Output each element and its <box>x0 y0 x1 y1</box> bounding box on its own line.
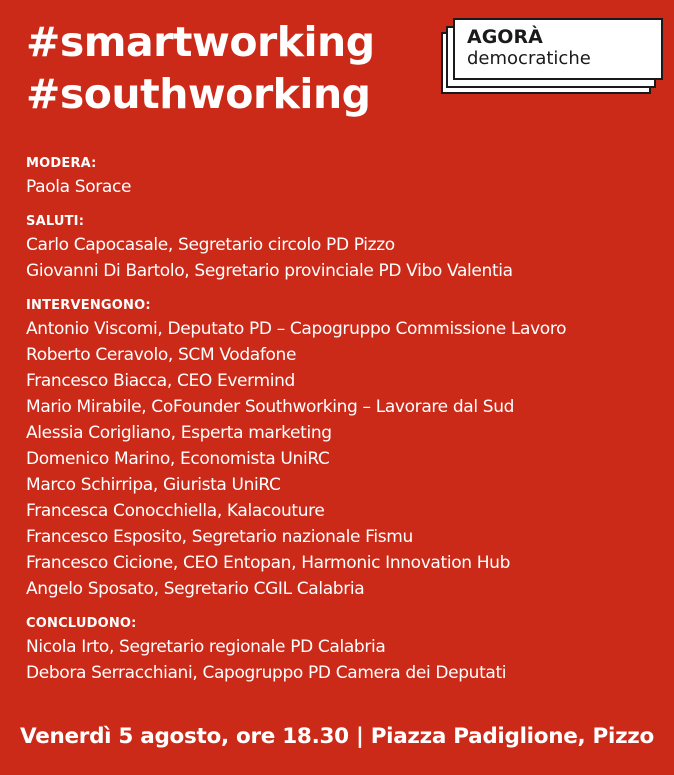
section-label: MODERA: <box>26 156 97 171</box>
logo-card <box>453 18 663 80</box>
section-modera <box>26 156 666 200</box>
speaker-line: Giovanni Di Bartolo, Segretario provinciale PD Vibo Valentia <box>26 261 513 281</box>
speaker-line: Domenico Marino, Economista UniRC <box>26 449 330 469</box>
speaker-line: Roberto Ceravolo, SCM Vodafone <box>26 345 297 365</box>
hashtag-smartworking: #smartworking <box>26 18 375 66</box>
section-concludono <box>26 616 666 686</box>
speaker-line: Francesco Esposito, Segretario nazionale Fismu <box>26 527 413 547</box>
speaker-line: Francesca Conocchiella, Kalacouture <box>26 501 325 521</box>
speaker-line: Carlo Capocasale, Segretario circolo PD Pizzo <box>26 235 395 255</box>
event-date-location: Venerdì 5 agosto, ore 18.30 | Piazza Padiglione, Pizzo <box>20 724 654 749</box>
logo-subtitle: democratiche <box>467 48 591 69</box>
hashtag-title <box>26 16 375 120</box>
speaker-line: Paola Sorace <box>26 177 132 197</box>
agora-democratiche-logo <box>441 18 663 96</box>
speaker-line: Mario Mirabile, CoFounder Southworking – Lavorare dal Sud <box>26 397 515 417</box>
section-label: CONCLUDONO: <box>26 616 137 631</box>
speaker-line: Alessia Corigliano, Esperta marketing <box>26 423 332 443</box>
speaker-line: Francesco Cicione, CEO Entopan, Harmonic Innovation Hub <box>26 553 511 573</box>
section-label: INTERVENGONO: <box>26 298 151 313</box>
speaker-line: Nicola Irto, Segretario regionale PD Calabria <box>26 637 386 657</box>
hashtag-southworking: #southworking <box>26 70 371 118</box>
program <box>26 156 666 700</box>
speaker-line: Marco Schirripa, Giurista UniRC <box>26 475 281 495</box>
speaker-line: Antonio Viscomi, Deputato PD – Capogruppo Commissione Lavoro <box>26 319 567 339</box>
speaker-line: Angelo Sposato, Segretario CGIL Calabria <box>26 579 365 599</box>
section-saluti <box>26 214 666 284</box>
logo-title: AGORÀ <box>467 26 543 48</box>
section-label: SALUTI: <box>26 214 85 229</box>
speaker-line: Debora Serracchiani, Capogruppo PD Camera dei Deputati <box>26 663 507 683</box>
speaker-line: Francesco Biacca, CEO Evermind <box>26 371 295 391</box>
section-intervengono <box>26 298 666 602</box>
